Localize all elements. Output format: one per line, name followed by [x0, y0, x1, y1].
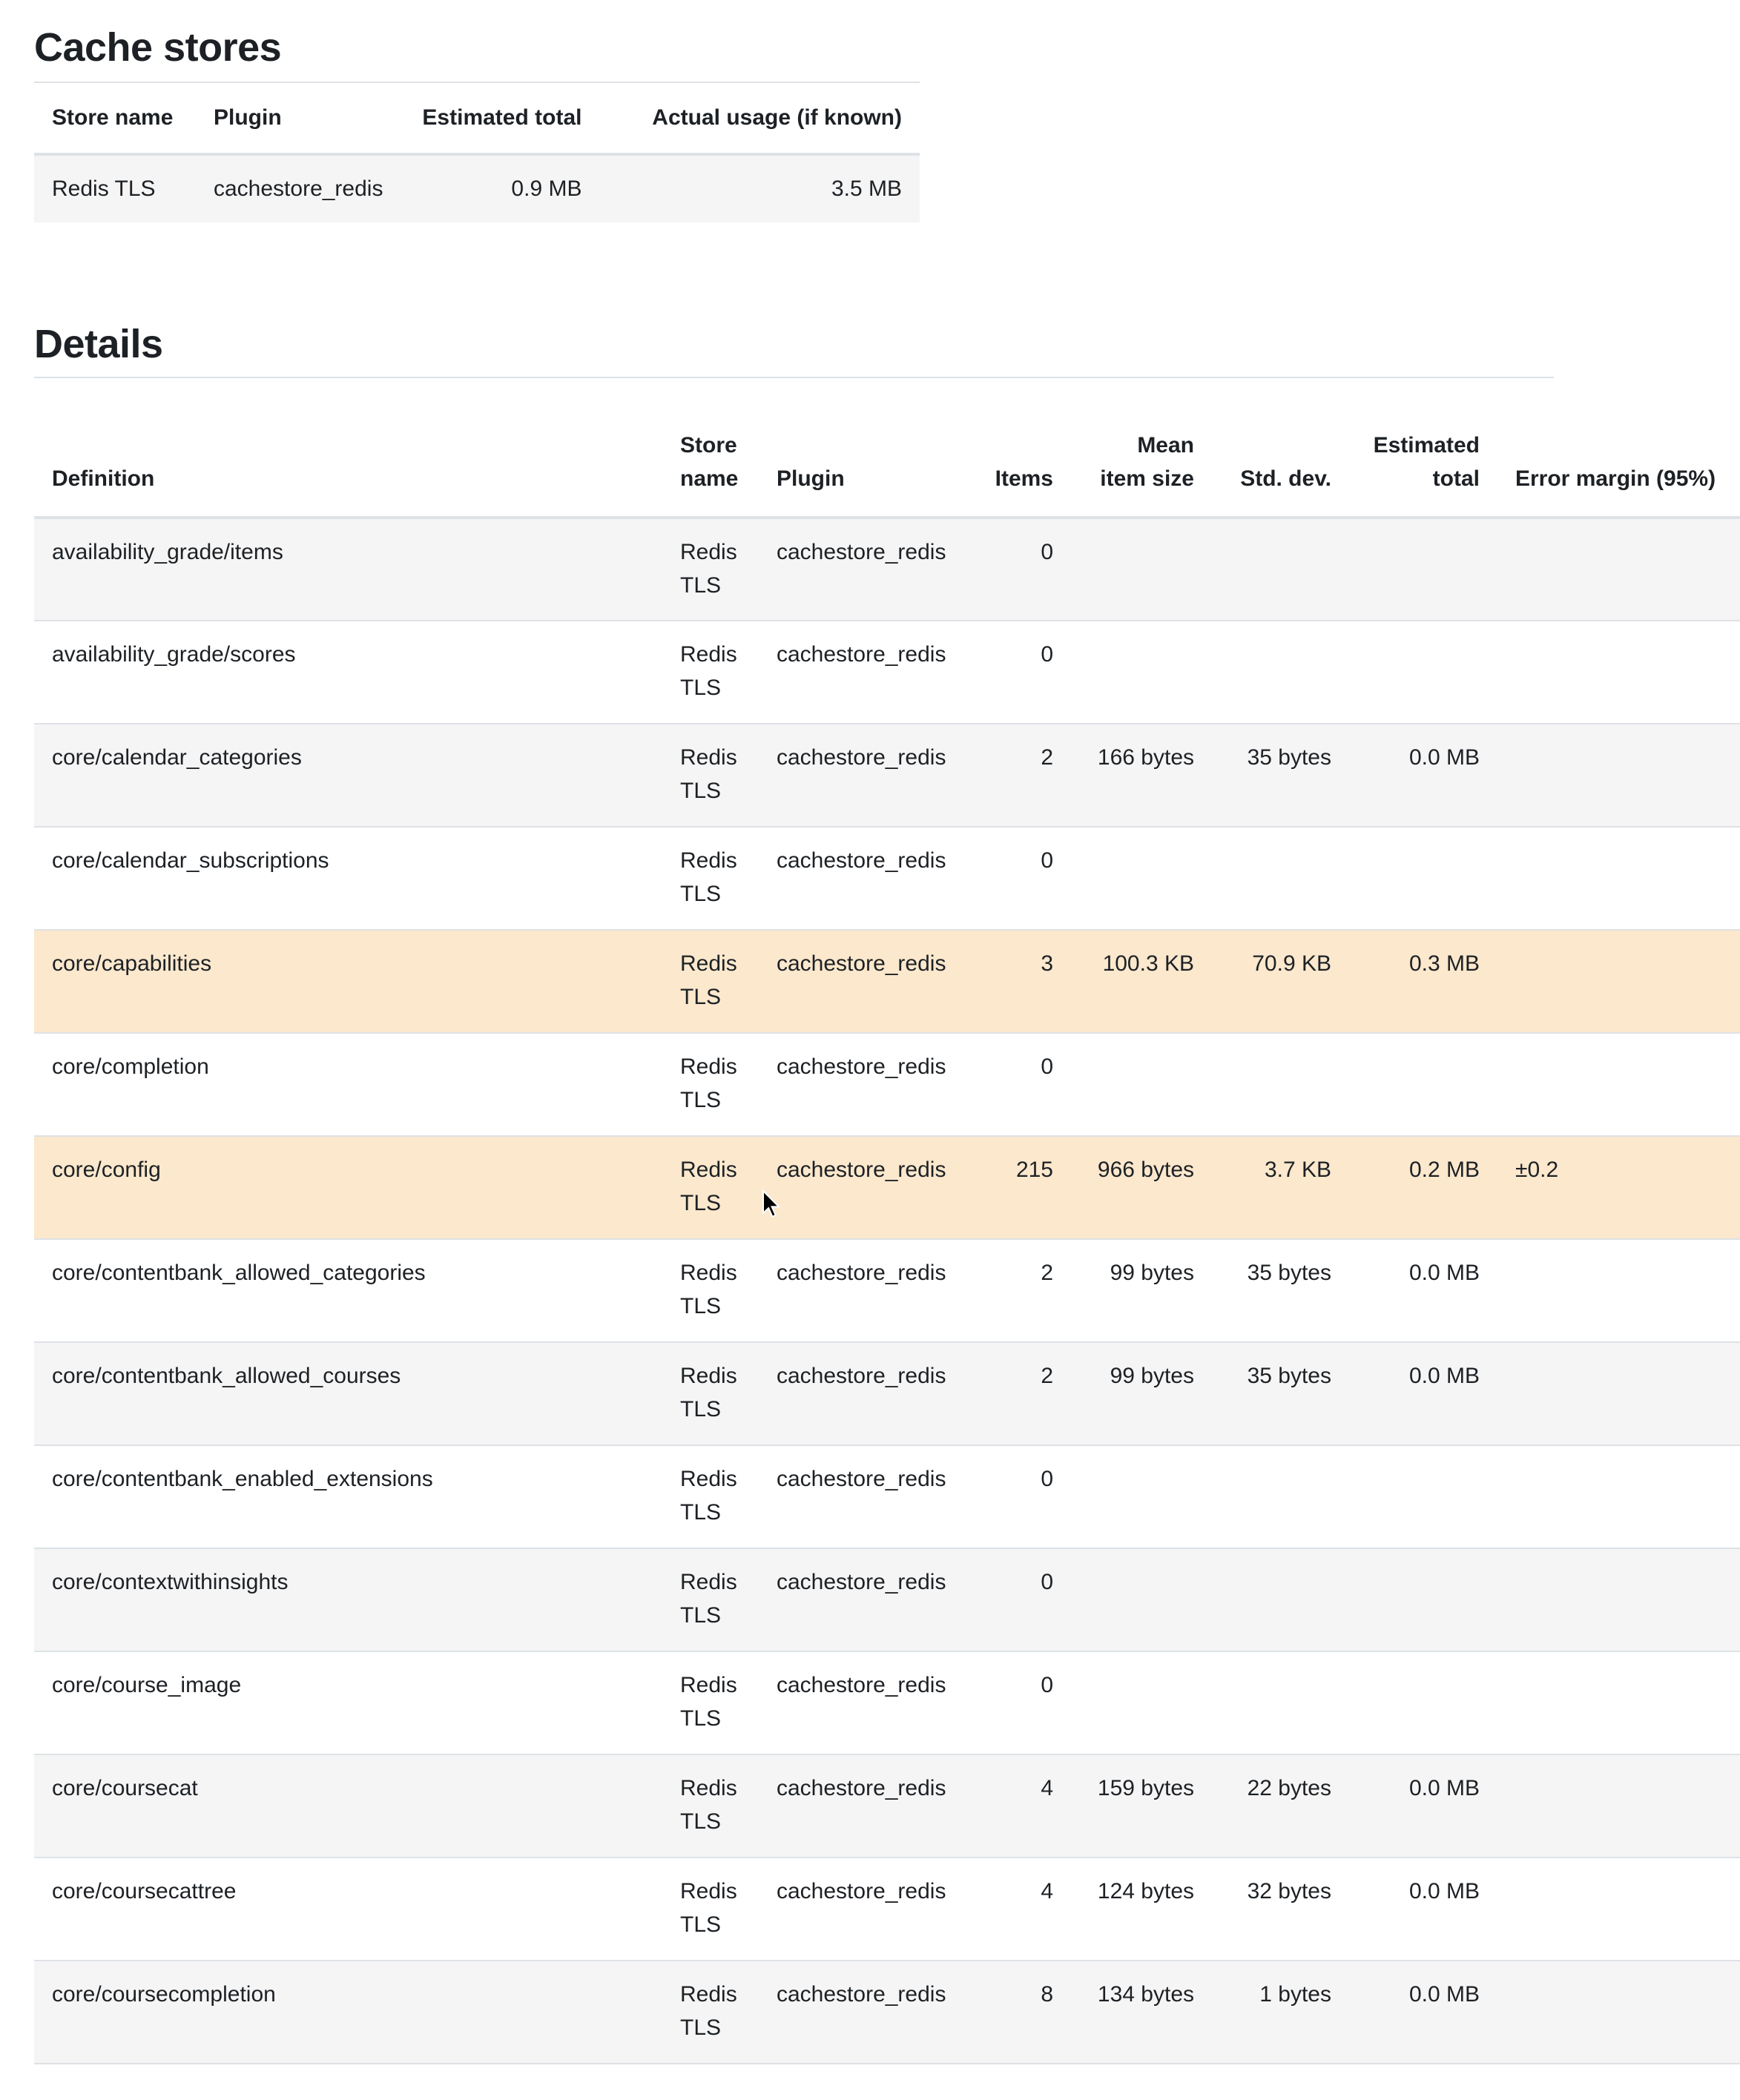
- cell-items: 4: [1041, 1879, 1053, 1903]
- cell-std-dev: 70.9 KB: [1252, 951, 1331, 976]
- cell-store-name: Redis TLS: [680, 1776, 737, 1834]
- cell-error-margin: [1497, 1651, 1740, 1754]
- cell-items: 0: [1041, 1673, 1053, 1697]
- column-header-plugin: Plugin: [214, 105, 282, 130]
- cell-std-dev: [1212, 518, 1349, 621]
- details-table-container[interactable]: [34, 377, 1716, 2064]
- cell-actual-usage: 3.5 MB: [831, 176, 902, 201]
- cell-error-margin: [1497, 930, 1740, 1033]
- cell-items: 215: [1015, 1158, 1053, 1182]
- cell-plugin: cachestore_redis: [777, 745, 946, 770]
- cell-estimated-total: 0.3 MB: [1408, 951, 1480, 976]
- column-header-estimated-total: Estimated total: [1373, 433, 1480, 491]
- cell-items: 0: [1041, 642, 1053, 667]
- table-row: [34, 518, 1740, 621]
- cell-error-margin: [1497, 518, 1740, 621]
- cell-estimated-total: [1349, 621, 1497, 724]
- cell-store-name: Redis TLS: [680, 848, 737, 906]
- cell-std-dev: 35 bytes: [1247, 745, 1331, 770]
- cell-std-dev: 1 bytes: [1259, 1982, 1331, 2007]
- cell-estimated-total: 0.0 MB: [1408, 1364, 1480, 1388]
- cell-plugin: cachestore_redis: [777, 1570, 946, 1594]
- cell-store-name: Redis TLS: [680, 1261, 737, 1318]
- cell-mean-item-size: [1071, 1651, 1212, 1754]
- table-row: [34, 1239, 1740, 1342]
- cell-estimated-total: 0.0 MB: [1408, 1261, 1480, 1285]
- table-row: [34, 827, 1740, 930]
- cell-items: 0: [1041, 848, 1053, 873]
- cell-mean-item-size: [1071, 827, 1212, 930]
- cell-items: 0: [1041, 540, 1053, 564]
- column-header-error-margin: Error margin (95%): [1515, 466, 1716, 491]
- cell-std-dev: 35 bytes: [1247, 1261, 1331, 1285]
- cell-plugin: cachestore_redis: [777, 540, 946, 564]
- cell-mean-item-size: [1071, 1445, 1212, 1548]
- cell-store-name: Redis TLS: [680, 1982, 737, 2040]
- cell-mean-item-size: 134 bytes: [1097, 1982, 1194, 2007]
- details-table: [34, 378, 1740, 2064]
- cell-definition: core/completion: [52, 1054, 209, 1079]
- cell-mean-item-size: 159 bytes: [1097, 1776, 1194, 1800]
- cell-store-name: Redis TLS: [680, 951, 737, 1009]
- cell-definition: availability_grade/items: [52, 540, 283, 564]
- column-header-store-name: Store name: [680, 433, 739, 491]
- cell-mean-item-size: 966 bytes: [1097, 1158, 1194, 1182]
- cell-definition: core/coursecompletion: [52, 1982, 276, 2007]
- cell-estimated-total: 0.9 MB: [511, 176, 582, 201]
- table-row: [34, 621, 1740, 724]
- cell-plugin: cachestore_redis: [777, 848, 946, 873]
- cell-error-margin: ±0.2: [1515, 1158, 1559, 1182]
- table-header-row: [34, 378, 1740, 518]
- cell-std-dev: [1212, 827, 1349, 930]
- table-row: [34, 1754, 1740, 1858]
- cell-std-dev: [1212, 1033, 1349, 1136]
- cell-plugin: cachestore_redis: [777, 951, 946, 976]
- table-row: [34, 930, 1740, 1033]
- column-header-actual-usage: Actual usage (if known): [652, 105, 902, 130]
- cell-plugin: cachestore_redis: [777, 1364, 946, 1388]
- cell-items: 2: [1041, 1261, 1053, 1285]
- cell-std-dev: [1212, 1445, 1349, 1548]
- mouse-pointer-icon: [762, 1189, 784, 1219]
- cell-items: 8: [1041, 1982, 1053, 2007]
- cell-estimated-total: 0.0 MB: [1408, 1879, 1480, 1903]
- cell-mean-item-size: [1071, 1548, 1212, 1651]
- cell-plugin: cachestore_redis: [777, 1054, 946, 1079]
- cell-estimated-total: [1349, 518, 1497, 621]
- cell-plugin: cachestore_redis: [777, 1776, 946, 1800]
- cell-store-name: Redis TLS: [680, 745, 737, 803]
- cache-stores-table: [34, 82, 920, 222]
- cell-error-margin: [1497, 1033, 1740, 1136]
- table-row: [34, 1651, 1740, 1754]
- cell-definition: availability_grade/scores: [52, 642, 296, 667]
- column-header-mean-item-size: Mean item size: [1100, 433, 1194, 491]
- cell-mean-item-size: 100.3 KB: [1102, 951, 1194, 976]
- cell-error-margin: [1497, 1342, 1740, 1445]
- table-row: [34, 1033, 1740, 1136]
- cell-std-dev: 32 bytes: [1247, 1879, 1331, 1903]
- cell-error-margin: [1497, 1445, 1740, 1548]
- cell-error-margin: [1497, 724, 1740, 827]
- cell-mean-item-size: [1071, 518, 1212, 621]
- cell-definition: core/contentbank_enabled_extensions: [52, 1467, 433, 1491]
- cell-plugin: cachestore_redis: [214, 176, 383, 201]
- cell-mean-item-size: 99 bytes: [1110, 1261, 1194, 1285]
- cell-plugin: cachestore_redis: [777, 642, 946, 667]
- column-header-definition: Definition: [52, 466, 155, 491]
- cell-store-name: Redis TLS: [680, 1364, 737, 1422]
- cell-store-name: Redis TLS: [680, 1158, 737, 1215]
- cell-items: 2: [1041, 1364, 1053, 1388]
- cell-error-margin: [1497, 1754, 1740, 1858]
- cell-plugin: cachestore_redis: [777, 1673, 946, 1697]
- cell-store-name: Redis TLS: [680, 1879, 737, 1937]
- cell-estimated-total: 0.0 MB: [1408, 1982, 1480, 2007]
- cell-estimated-total: [1349, 1651, 1497, 1754]
- cell-std-dev: 22 bytes: [1247, 1776, 1331, 1800]
- cell-definition: core/coursecat: [52, 1776, 198, 1800]
- cell-plugin: cachestore_redis: [777, 1261, 946, 1285]
- cell-std-dev: [1212, 1651, 1349, 1754]
- cell-items: 0: [1041, 1054, 1053, 1079]
- column-header-std-dev: Std. dev.: [1240, 466, 1331, 491]
- column-header-store-name: Store name: [52, 105, 174, 130]
- cell-definition: core/calendar_categories: [52, 745, 302, 770]
- cell-store-name: Redis TLS: [680, 1054, 737, 1112]
- cell-definition: core/coursecattree: [52, 1879, 237, 1903]
- cell-mean-item-size: 124 bytes: [1097, 1879, 1194, 1903]
- cell-definition: core/capabilities: [52, 951, 212, 976]
- cell-items: 3: [1041, 951, 1053, 976]
- cell-std-dev: [1212, 1548, 1349, 1651]
- cell-mean-item-size: 99 bytes: [1110, 1364, 1194, 1388]
- table-row: [34, 724, 1740, 827]
- cell-plugin: cachestore_redis: [777, 1982, 946, 2007]
- cell-estimated-total: [1349, 1445, 1497, 1548]
- cell-definition: core/contentbank_allowed_categories: [52, 1261, 426, 1285]
- cell-store-name: Redis TLS: [680, 540, 737, 598]
- cell-std-dev: 35 bytes: [1247, 1364, 1331, 1388]
- table-row: [34, 1548, 1740, 1651]
- cell-items: 0: [1041, 1467, 1053, 1491]
- cell-store-name: Redis TLS: [680, 1467, 737, 1525]
- cell-estimated-total: 0.2 MB: [1408, 1158, 1480, 1182]
- cell-estimated-total: [1349, 1033, 1497, 1136]
- table-row: [34, 154, 920, 222]
- cell-estimated-total: [1349, 827, 1497, 930]
- cell-error-margin: [1497, 827, 1740, 930]
- cell-store-name: Redis TLS: [680, 642, 737, 700]
- cell-error-margin: [1497, 1961, 1740, 2064]
- cell-error-margin: [1497, 1239, 1740, 1342]
- cell-definition: core/calendar_subscriptions: [52, 848, 329, 873]
- cell-items: 4: [1041, 1776, 1053, 1800]
- cell-store-name: Redis TLS: [680, 1673, 737, 1731]
- table-row: [34, 1961, 1740, 2064]
- cell-store-name: Redis TLS: [680, 1570, 737, 1628]
- cell-plugin: cachestore_redis: [777, 1879, 946, 1903]
- column-header-estimated-total: Estimated total: [422, 105, 582, 130]
- cell-error-margin: [1497, 621, 1740, 724]
- cell-mean-item-size: 166 bytes: [1097, 745, 1194, 770]
- cell-definition: core/contentbank_allowed_courses: [52, 1364, 401, 1388]
- column-header-items: Items: [995, 466, 1053, 491]
- cell-items: 0: [1041, 1570, 1053, 1594]
- table-header-row: [34, 82, 920, 154]
- column-header-plugin: Plugin: [777, 466, 845, 491]
- details-heading: Details: [34, 322, 163, 366]
- table-row: [34, 1136, 1740, 1239]
- cell-estimated-total: 0.0 MB: [1408, 745, 1480, 770]
- cell-definition: core/config: [52, 1158, 161, 1182]
- cell-error-margin: [1497, 1858, 1740, 1961]
- cell-std-dev: [1212, 621, 1349, 724]
- cell-items: 2: [1041, 745, 1053, 770]
- cache-stores-heading: Cache stores: [34, 25, 282, 70]
- cell-estimated-total: [1349, 1548, 1497, 1651]
- cell-mean-item-size: [1071, 621, 1212, 724]
- cell-definition: core/contextwithinsights: [52, 1570, 289, 1594]
- cell-estimated-total: 0.0 MB: [1408, 1776, 1480, 1800]
- table-row: [34, 1342, 1740, 1445]
- cell-plugin: cachestore_redis: [777, 1158, 946, 1182]
- cell-plugin: cachestore_redis: [777, 1467, 946, 1491]
- cell-mean-item-size: [1071, 1033, 1212, 1136]
- cell-std-dev: 3.7 KB: [1264, 1158, 1331, 1182]
- cell-error-margin: [1497, 1548, 1740, 1651]
- cell-definition: core/course_image: [52, 1673, 242, 1697]
- cell-store-name: Redis TLS: [52, 176, 156, 201]
- table-row: [34, 1858, 1740, 1961]
- table-row: [34, 1445, 1740, 1548]
